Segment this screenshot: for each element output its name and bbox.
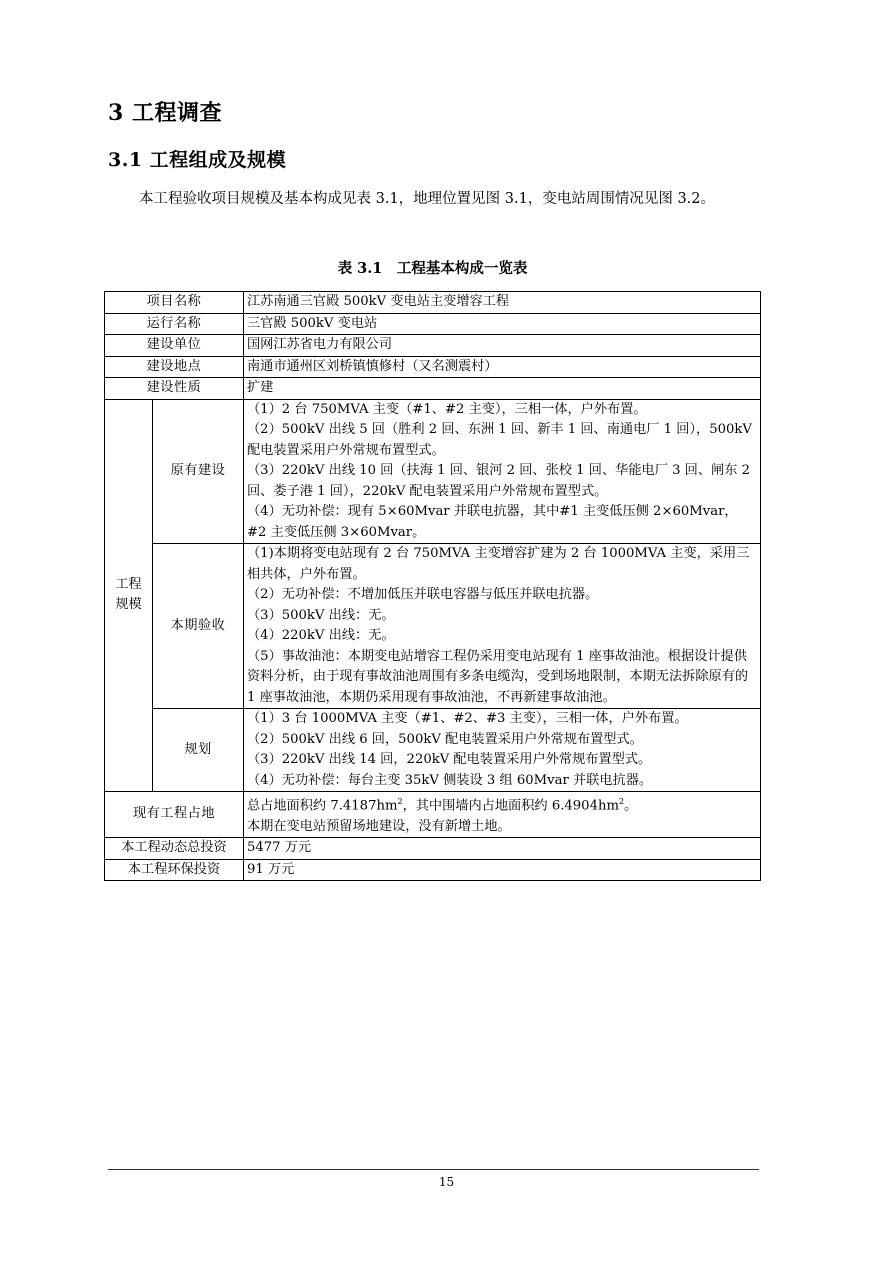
row-label: 建设单位 [105,335,244,357]
land-note-line: 本期在变电站预留场地建设，没有新增土地。 [247,818,511,834]
land-content [244,792,761,838]
row-label: 建设性质 [105,378,244,400]
content-line: （1）3 台 1000MVA 主变（#1、#2、#3 主变），三相一体，户外布置。 [247,711,688,726]
investment-value: 5477 万元 [244,838,761,860]
superscript: 2 [397,797,403,806]
row-label: 项目名称 [105,292,244,314]
current-content [244,544,761,709]
existing-content [244,399,761,544]
subsection-heading: 3.1 工程组成及规模 [108,149,287,171]
page-number: 15 [438,1175,455,1189]
row-label: 运行名称 [105,313,244,335]
row-value: 江苏南通三官殿 500kV 变电站主变增容工程 [244,292,761,314]
table-row [105,838,761,860]
env-investment-label: 本工程环保投资 [105,859,244,881]
content-line: （3）500kV 出线：无。 [247,607,395,623]
land-label: 现有工程占地 [105,792,244,838]
content-line: （2）无功补偿：不增加低压并联电容器与低压并联电抗器。 [247,587,599,602]
table-caption: 表 3.1 工程基本构成一览表 [337,260,528,277]
scale-group-label-line: 工程 [115,576,142,592]
content-line: （1)本期将变电站现有 2 台 750MVA 主变增容扩建为 2 台 1000MVA 主变，采用三相共体，户外布置。 [247,546,750,582]
land-text: 总占地面积约 7.4187hm [247,798,398,814]
superscript: 2 [618,797,625,806]
planned-content [244,709,761,792]
scale-group-label [105,399,153,792]
table-row [105,399,761,544]
table-row [105,792,761,838]
env-investment-value: 91 万元 [244,859,761,881]
content-line: （4）无功补偿：每台主变 35kV 侧装设 3 组 60Mvar 并联电抗器。 [247,772,653,788]
land-text: 。 [624,798,638,814]
table-row [105,378,761,400]
content-line: （5）事故油池：本期变电站增容工程仍采用变电站现有 1 座事故油池。根据设计提供资料分析，由于现有事故油池周围有多条电缆沟，受到场地限制，本期无法拆除原有的 1 座事故油池，本期仍采用现有事故油池，不再新建事故油池。 [247,648,749,705]
table-row [105,292,761,314]
table-row [105,709,761,792]
content-line: （2）500kV 出线 6 回，500kV 配电装置采用户外常规布置型式。 [247,731,643,747]
row-value: 扩建 [244,378,761,400]
investment-label: 本工程动态总投资 [105,838,244,860]
land-text: ，其中围墙内占地面积约 6.4904hm [402,798,619,814]
table-row [105,313,761,335]
planned-label: 规划 [153,709,244,792]
table-row [105,859,761,881]
intro-paragraph: 本工程验收项目规模及基本构成见表 3.1，地理位置见图 3.1，变电站周围情况见图 3.2。 [139,191,716,207]
content-line: （4）220kV 出线：无。 [247,628,395,643]
table-row [105,544,761,709]
existing-label: 原有建设 [153,399,244,544]
current-label: 本期验收 [153,544,244,709]
row-value: 国网江苏省电力有限公司 [244,335,761,357]
table-row [105,356,761,378]
footer-divider [108,1169,759,1170]
row-value: 南通市通州区刘桥镇慎修村（又名测震村） [244,356,761,378]
land-area-line [247,792,757,817]
content-line: （3）220kV 出线 14 回，220kV 配电装置采用户外常规布置型式。 [247,752,652,767]
section-heading: 3 工程调查 [108,100,222,126]
row-value: 三官殿 500kV 变电站 [244,313,761,335]
content-line: （1）2 台 750MVA 主变（#1、#2 主变），三相一体，户外布置。 [247,401,647,417]
content-line: （3）220kV 出线 10 回（扶海 1 回、银河 2 回、张校 1 回、华能电厂 3 回、闸东 2 回、娄子港 1 回），220kV 配电装置采用户外常规布置型式。 [247,463,750,499]
content-line: （4）无功补偿：现有 5×60Mvar 并联电抗器，其中#1 主变低压侧 2×60Mvar，#2 主变低压侧 3×60Mvar。 [247,504,738,540]
table-row [105,335,761,357]
project-composition-table [104,291,761,881]
scale-group-label-line: 规模 [115,597,142,613]
content-line: （2）500kV 出线 5 回（胜利 2 回、东洲 1 回、新丰 1 回、南通电厂 1 回），500kV 配电装置采用户外常规布置型式。 [247,422,752,458]
row-label: 建设地点 [105,356,244,378]
